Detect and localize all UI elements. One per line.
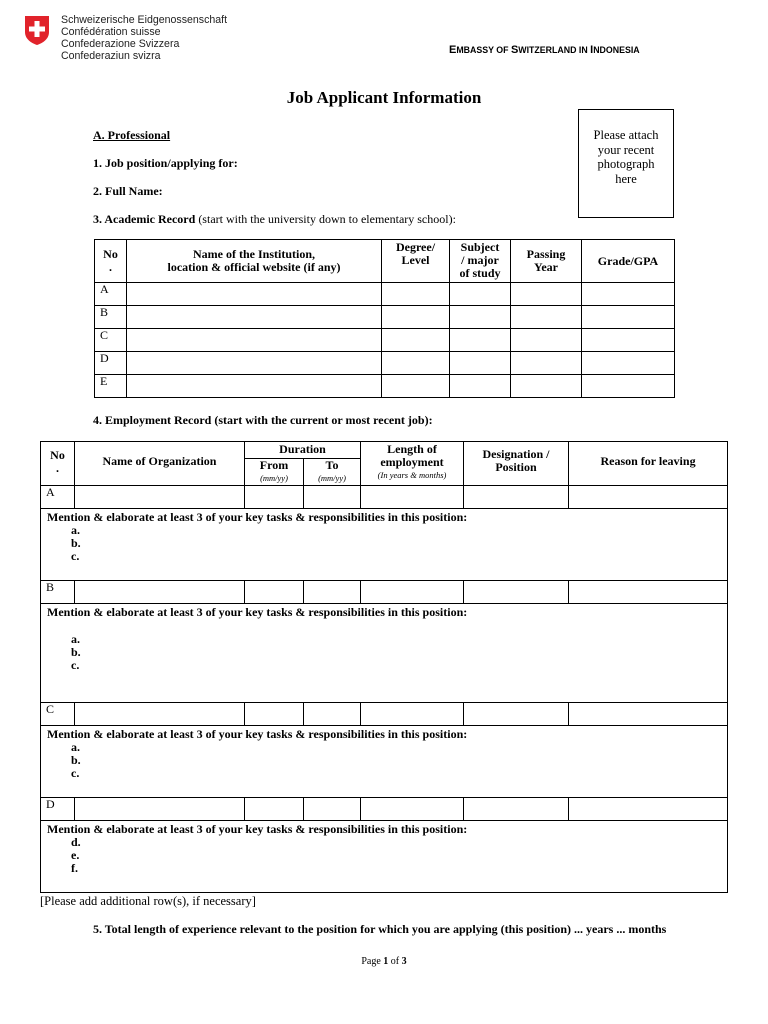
table-row (95, 306, 675, 329)
col-header-passing-year: Passing Year (511, 240, 582, 283)
col-header-institution: Name of the Institution, location & official website (if any) (127, 240, 382, 283)
academic-record-title: 3. Academic Record (93, 212, 196, 226)
employment-cell[interactable] (464, 486, 569, 509)
academic-record-hint: (start with the university down to elementary school): (195, 212, 456, 226)
employment-cell[interactable] (569, 703, 728, 726)
task-item-marker: a. (71, 523, 80, 537)
employment-cell[interactable] (304, 581, 361, 604)
length-sub: (In years & months) (377, 470, 447, 480)
emp-header-organization: Name of Organization (75, 442, 245, 486)
tasks-label: Mention & elaborate at least 3 of your key tasks & responsibilities in this position: (47, 605, 468, 619)
academic-cell[interactable] (450, 352, 511, 375)
employment-cell[interactable] (464, 581, 569, 604)
table-row (95, 375, 675, 398)
embassy-text-part: S (510, 44, 519, 56)
task-item-marker: b. (71, 645, 81, 659)
employment-cell[interactable] (75, 486, 245, 509)
photo-box-line: here (615, 171, 637, 186)
academic-cell[interactable] (511, 329, 582, 352)
embassy-name (449, 44, 640, 56)
task-item-marker: d. (71, 835, 81, 849)
total-experience-label: 5. Total length of experience relevant to the position for which you are applying (this position) ... years ... months (93, 922, 667, 936)
emp-header-to: To (mm/yy) (304, 459, 361, 486)
photo-box-line: photograph (597, 157, 655, 171)
federal-line: Confédération suisse (61, 26, 161, 38)
tasks-cell[interactable] (41, 509, 728, 581)
academic-cell[interactable] (382, 306, 450, 329)
row-label: B (41, 581, 75, 604)
col-header-subject: Subject / major of study (450, 240, 511, 283)
full-name-label: 2. Full Name: (93, 184, 163, 198)
academic-record-label (93, 212, 456, 227)
employment-record-table (40, 441, 728, 893)
photo-attach-box[interactable] (578, 109, 674, 218)
additional-rows-note: [Please add additional row(s), if necessary] (40, 894, 256, 908)
tasks-label: Mention & elaborate at least 3 of your key tasks & responsibilities in this position: (47, 510, 468, 524)
row-label: B (95, 306, 127, 329)
academic-cell[interactable] (511, 306, 582, 329)
academic-cell[interactable] (511, 375, 582, 398)
page-footer: Page 1 of 3 (361, 956, 407, 967)
academic-cell[interactable] (582, 352, 675, 375)
row-label: A (41, 486, 75, 509)
employment-cell[interactable] (464, 703, 569, 726)
federal-line: Confederaziun svizra (61, 50, 161, 62)
employment-cell[interactable] (245, 581, 304, 604)
row-label: D (95, 352, 127, 375)
tasks-row (41, 604, 728, 703)
embassy-text-part: MBASSY OF (456, 45, 511, 55)
academic-cell[interactable] (511, 352, 582, 375)
academic-cell[interactable] (511, 283, 582, 306)
academic-cell[interactable] (450, 283, 511, 306)
task-item-marker: e. (71, 848, 80, 862)
academic-cell[interactable] (127, 352, 382, 375)
academic-cell[interactable] (582, 306, 675, 329)
table-row (41, 581, 728, 604)
row-label: D (41, 798, 75, 821)
employment-cell[interactable] (75, 703, 245, 726)
page-title: Job Applicant Information (286, 88, 482, 107)
employment-record-label: 4. Employment Record (start with the current or most recent job): (93, 413, 433, 427)
tasks-cell[interactable] (41, 604, 728, 703)
academic-cell[interactable] (382, 375, 450, 398)
federal-line: Confederazione Svizzera (61, 38, 180, 50)
academic-cell[interactable] (127, 283, 382, 306)
employment-cell[interactable] (361, 798, 464, 821)
tasks-label: Mention & elaborate at least 3 of your key tasks & responsibilities in this position: (47, 727, 468, 741)
emp-header-length: Length of employment (In years & months) (361, 442, 464, 486)
swiss-cross-logo-icon (24, 15, 50, 46)
emp-header-duration: Duration (245, 442, 361, 459)
employment-cell[interactable] (304, 798, 361, 821)
academic-cell[interactable] (382, 352, 450, 375)
row-label: E (95, 375, 127, 398)
employment-cell[interactable] (569, 486, 728, 509)
academic-cell[interactable] (450, 306, 511, 329)
employment-cell[interactable] (245, 486, 304, 509)
academic-cell[interactable] (582, 283, 675, 306)
employment-cell[interactable] (304, 486, 361, 509)
tasks-row (41, 726, 728, 798)
embassy-text-part: I (590, 44, 594, 56)
tasks-label: Mention & elaborate at least 3 of your key tasks & responsibilities in this position: (47, 822, 468, 836)
academic-cell[interactable] (127, 306, 382, 329)
row-label: C (41, 703, 75, 726)
tasks-row (41, 509, 728, 581)
tasks-cell[interactable] (41, 821, 728, 893)
academic-cell[interactable] (582, 329, 675, 352)
academic-cell[interactable] (450, 375, 511, 398)
employment-cell[interactable] (569, 581, 728, 604)
embassy-text-part: E (449, 44, 457, 56)
task-item-marker: f. (71, 861, 78, 875)
academic-cell[interactable] (450, 329, 511, 352)
row-label: A (95, 283, 127, 306)
employment-cell[interactable] (464, 798, 569, 821)
table-row (41, 486, 728, 509)
employment-cell[interactable] (569, 798, 728, 821)
employment-cell[interactable] (245, 703, 304, 726)
photo-box-line: your recent (597, 142, 655, 157)
embassy-text-part: NDONESIA (593, 45, 640, 55)
table-row (95, 352, 675, 375)
table-row (95, 283, 675, 306)
task-item-marker: a. (71, 632, 80, 646)
academic-record-table (94, 239, 675, 398)
emp-header-from: From (mm/yy) (245, 459, 304, 486)
table-row (95, 329, 675, 352)
row-label: C (95, 329, 127, 352)
task-item-marker: b. (71, 536, 81, 550)
employment-cell[interactable] (75, 798, 245, 821)
academic-cell[interactable] (382, 283, 450, 306)
employment-cell[interactable] (75, 581, 245, 604)
job-position-label: 1. Job position/applying for: (93, 156, 238, 170)
section-a-heading: A. Professional (93, 128, 171, 142)
col-header-no: No . (95, 240, 127, 283)
task-item-marker: c. (71, 658, 80, 672)
academic-cell[interactable] (127, 329, 382, 352)
emp-header-reason: Reason for leaving (569, 442, 728, 486)
employment-cell[interactable] (361, 703, 464, 726)
task-item-marker: c. (71, 766, 80, 780)
task-item-marker: c. (71, 549, 80, 563)
tasks-row (41, 821, 728, 893)
tasks-cell[interactable] (41, 726, 728, 798)
federal-name-lines (61, 14, 231, 62)
task-item-marker: a. (71, 740, 80, 754)
table-row (41, 798, 728, 821)
federal-line: Schweizerische Eidgenossenschaft (61, 14, 228, 26)
table-row (41, 703, 728, 726)
academic-cell[interactable] (382, 329, 450, 352)
col-header-degree: Degree/ Level (382, 240, 450, 283)
academic-cell[interactable] (127, 375, 382, 398)
emp-header-no: No . (41, 442, 75, 486)
embassy-text-part: WITZERLAND IN (518, 45, 591, 55)
photo-box-line: Please attach (593, 128, 659, 142)
emp-header-designation: Designation / Position (464, 442, 569, 486)
col-header-grade: Grade/GPA (582, 240, 675, 283)
academic-cell[interactable] (582, 375, 675, 398)
employment-cell[interactable] (245, 798, 304, 821)
task-item-marker: b. (71, 753, 81, 767)
employment-cell[interactable] (361, 581, 464, 604)
employment-cell[interactable] (304, 703, 361, 726)
employment-cell[interactable] (361, 486, 464, 509)
